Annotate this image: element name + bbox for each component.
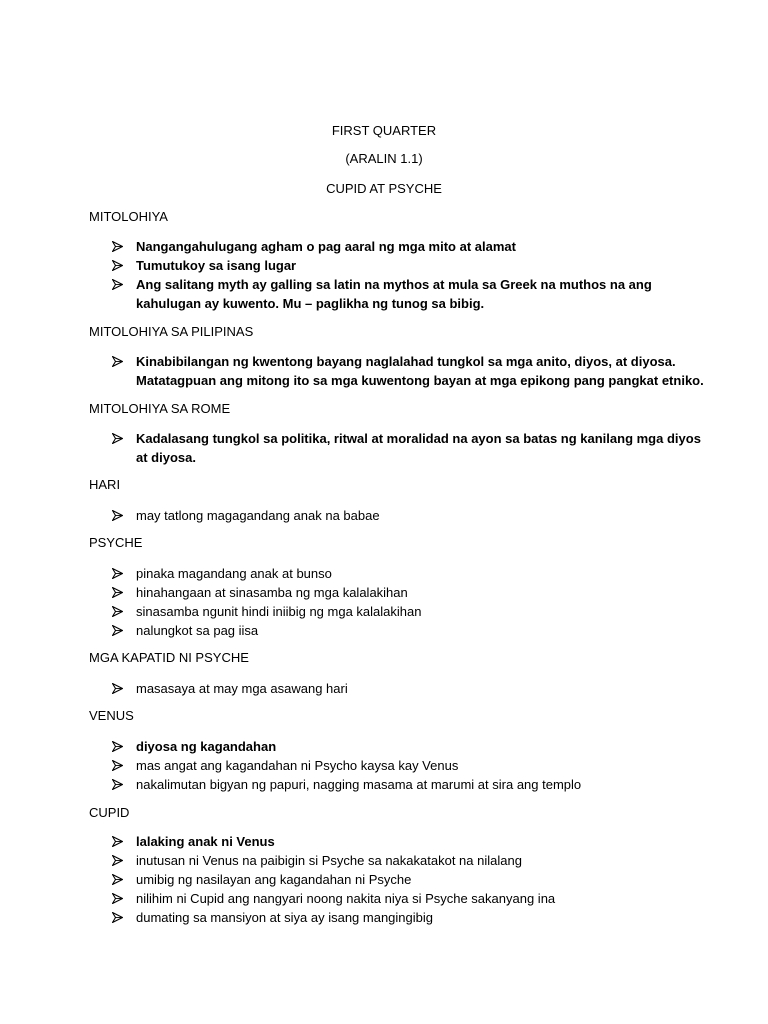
arrowhead-bullet-icon <box>112 352 126 371</box>
arrowhead-bullet-icon <box>112 870 126 889</box>
section-heading-rome: MITOLOHIYA SA ROME <box>89 401 231 416</box>
list-item <box>112 870 712 889</box>
quarter-title: FIRST QUARTER <box>331 123 437 138</box>
list-item-text: Ang salitang myth ay galling sa latin na mythos at mula sa Greek na muthos na ang kahulugan ay kuwento. Mu – paglikha ng tunog sa bibig. <box>136 277 652 311</box>
bullet-list-psyche <box>112 564 712 640</box>
list-item <box>112 908 712 927</box>
arrowhead-bullet-icon <box>112 602 126 621</box>
list-item <box>112 237 712 256</box>
section-heading-hari: HARI <box>89 477 121 492</box>
list-item <box>112 564 712 583</box>
list-item-text: dumating sa mansiyon at siya ay isang mangingibig <box>136 910 434 925</box>
arrowhead-bullet-icon <box>112 775 126 794</box>
arrowhead-bullet-icon <box>112 679 126 698</box>
list-item <box>112 832 712 851</box>
list-item <box>112 851 712 870</box>
section-heading-mitolohiya: MITOLOHIYA <box>89 209 168 224</box>
list-item-text: inutusan ni Venus na paibigin si Psyche sa nakakatakot na nilalang <box>136 853 522 868</box>
arrowhead-bullet-icon <box>112 908 126 927</box>
arrowhead-bullet-icon <box>112 237 126 256</box>
section-heading-psyche: PSYCHE <box>89 535 143 550</box>
list-item <box>112 756 712 775</box>
arrowhead-bullet-icon <box>112 583 126 602</box>
list-item-text: pinaka magandang anak at bunso <box>136 566 332 581</box>
list-item-text: may tatlong magagandang anak na babae <box>136 508 380 523</box>
list-item-text: hinahangaan at sinasamba ng mga kalalakihan <box>136 585 408 600</box>
lesson-title: CUPID AT PSYCHE <box>326 181 442 196</box>
list-item <box>112 621 712 640</box>
bullet-list-cupid <box>112 832 712 927</box>
bullet-list-rome <box>112 429 712 467</box>
bullet-list-kapatid <box>112 679 712 698</box>
bullet-list-pilipinas <box>112 352 712 390</box>
list-item <box>112 602 712 621</box>
section-heading-cupid: CUPID <box>89 805 130 820</box>
arrowhead-bullet-icon <box>112 737 126 756</box>
arrowhead-bullet-icon <box>112 889 126 908</box>
arrowhead-bullet-icon <box>112 275 126 294</box>
list-item-text: diyosa ng kagandahan <box>136 739 277 754</box>
list-item-text: mas angat ang kagandahan ni Psycho kaysa kay Venus <box>136 758 459 773</box>
list-item-text: sinasamba ngunit hindi iniibig ng mga kalalakihan <box>136 604 422 619</box>
arrowhead-bullet-icon <box>112 851 126 870</box>
list-item-text: Nangangahulugang agham o pag aaral ng mga mito at alamat <box>136 239 516 254</box>
list-item <box>112 429 712 467</box>
list-item-text: lalaking anak ni Venus <box>136 834 275 849</box>
list-item-text: Kinabibilangan ng kwentong bayang naglalahad tungkol sa mga anito, diyos, at diyosa. Matatagpuan ang mitong ito sa mga kuwentong bayan at mga epikong pang pangkat etniko. <box>136 354 704 388</box>
arrowhead-bullet-icon <box>112 564 126 583</box>
list-item-text: Tumutukoy sa isang lugar <box>136 258 297 273</box>
list-item <box>112 256 712 275</box>
arrowhead-bullet-icon <box>112 506 126 525</box>
arrowhead-bullet-icon <box>112 756 126 775</box>
arrowhead-bullet-icon <box>112 429 126 448</box>
bullet-list-venus <box>112 737 712 794</box>
lesson-number: (ARALIN 1.1) <box>345 151 423 166</box>
list-item <box>112 775 712 794</box>
list-item-text: umibig ng nasilayan ang kagandahan ni Psyche <box>136 872 412 887</box>
list-item <box>112 737 712 756</box>
list-item-text: nakalimutan bigyan ng papuri, nagging masama at marumi at sira ang templo <box>136 777 582 792</box>
arrowhead-bullet-icon <box>112 621 126 640</box>
list-item <box>112 352 712 390</box>
list-item <box>112 889 712 908</box>
arrowhead-bullet-icon <box>112 832 126 851</box>
list-item <box>112 583 712 602</box>
list-item-text: nalungkot sa pag iisa <box>136 623 259 638</box>
arrowhead-bullet-icon <box>112 256 126 275</box>
list-item <box>112 506 712 525</box>
section-heading-kapatid: MGA KAPATID NI PSYCHE <box>89 650 249 665</box>
list-item <box>112 275 712 313</box>
section-heading-pilipinas: MITOLOHIYA SA PILIPINAS <box>89 324 254 339</box>
bullet-list-mitolohiya <box>112 237 712 313</box>
list-item-text: Kadalasang tungkol sa politika, ritwal at moralidad na ayon sa batas ng kanilang mga diyos at diyosa. <box>136 431 701 465</box>
section-heading-venus: VENUS <box>89 708 134 723</box>
list-item-text: masasaya at may mga asawang hari <box>136 681 348 696</box>
bullet-list-hari <box>112 506 712 525</box>
list-item <box>112 679 712 698</box>
list-item-text: nilihim ni Cupid ang nangyari noong nakita niya si Psyche sakanyang ina <box>136 891 556 906</box>
